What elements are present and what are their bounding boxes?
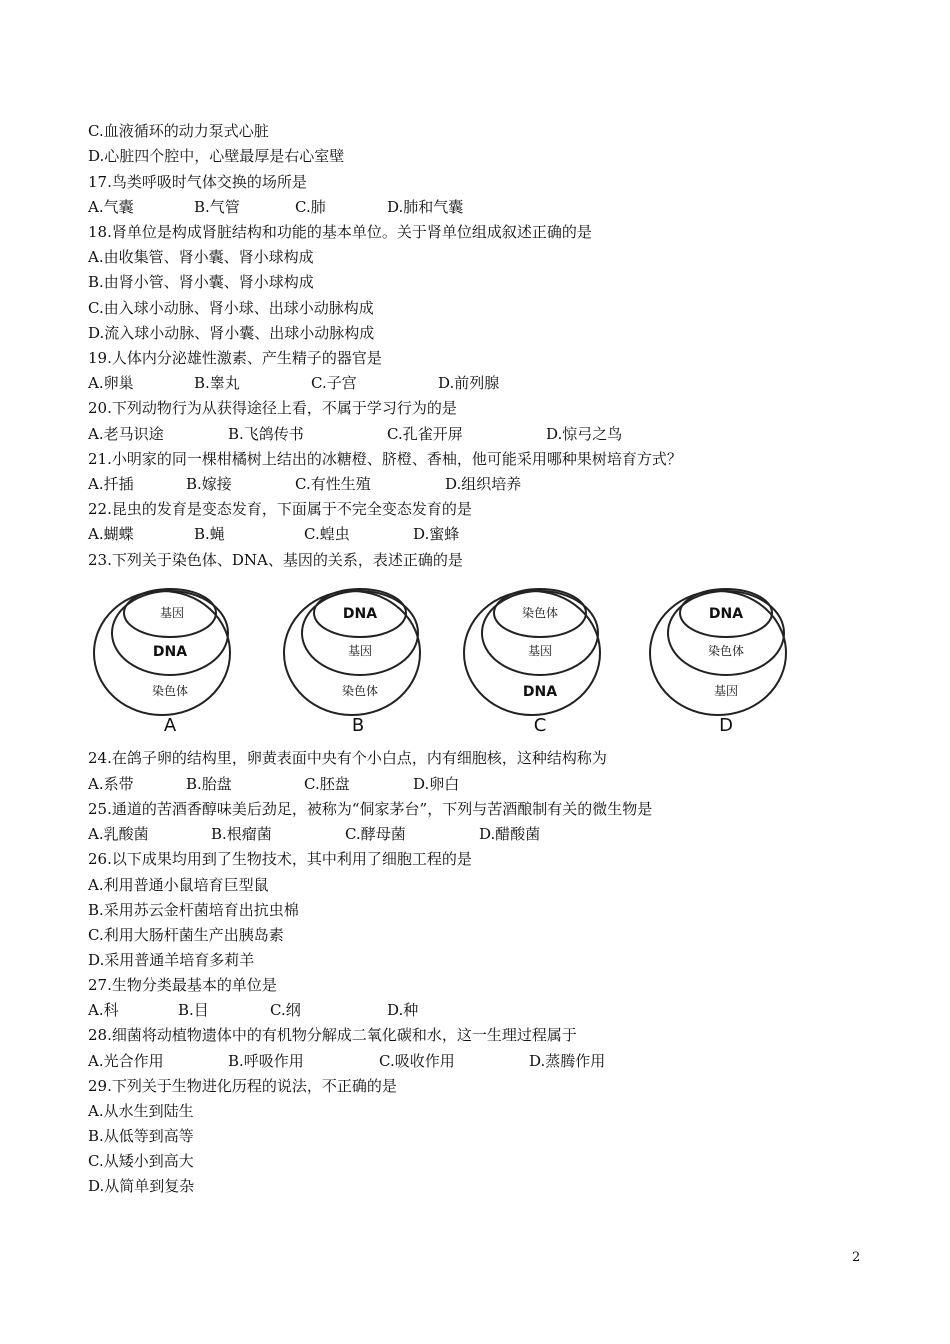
q22-stem: 22.昆虫的发育是变态发育，下面属于不完全变态发育的是 xyxy=(88,500,472,518)
middle-label: DNA xyxy=(152,644,188,660)
option: D.组织培养 xyxy=(445,475,522,493)
chromosome-dna-gene-diagrams xyxy=(88,583,808,743)
option: B.睾丸 xyxy=(194,374,240,392)
option: D.采用普通羊培育多莉羊 xyxy=(88,951,255,969)
option: C.吸收作用 xyxy=(379,1052,455,1070)
inner-label: DNA xyxy=(342,606,378,622)
outer-label: DNA xyxy=(522,684,558,700)
option: A.蝴蝶 xyxy=(88,525,134,543)
option: D.醋酸菌 xyxy=(479,825,541,843)
option: B.胎盘 xyxy=(186,775,232,793)
outer-label: 染色体 xyxy=(341,684,379,698)
q25-stem: 25.通道的苦酒香醇味美后劲足，被称为“侗家茅台”，下列与苦酒酿制有关的微生物是 xyxy=(88,800,653,818)
q17-options xyxy=(88,197,868,217)
option: C.从矮小到高大 xyxy=(88,1152,194,1170)
option: B.蝇 xyxy=(194,525,225,543)
option: C.由入球小动脉、肾小球、出球小动脉构成 xyxy=(88,299,374,317)
option: C.利用大肠杆菌生产出胰岛素 xyxy=(88,926,284,944)
diagram-c xyxy=(464,589,600,736)
middle-circle xyxy=(668,591,784,675)
option: C.蝗虫 xyxy=(304,525,350,543)
q27-stem: 27.生物分类最基本的单位是 xyxy=(88,976,277,994)
option: B.气管 xyxy=(194,198,240,216)
option: B.采用苏云金杆菌培育出抗虫棉 xyxy=(88,901,299,919)
option: D.种 xyxy=(387,1001,419,1019)
option: D.惊弓之鸟 xyxy=(546,425,623,443)
middle-circle xyxy=(302,591,418,675)
option: B.飞鸽传书 xyxy=(228,425,304,443)
middle-label: 基因 xyxy=(347,644,373,658)
option: D.蒸腾作用 xyxy=(529,1052,606,1070)
option: C.孔雀开屏 xyxy=(387,425,463,443)
q21-stem: 21.小明家的同一棵柑橘树上结出的冰糖橙、脐橙、香柚，他可能采用哪种果树培育方式？ xyxy=(88,450,682,468)
q24-stem: 24.在鸽子卵的结构里，卵黄表面中央有个小白点，内有细胞核，这种结构称为 xyxy=(88,749,607,767)
diagram-letter: D xyxy=(719,715,733,736)
option: A.光合作用 xyxy=(88,1052,164,1070)
option: D.从简单到复杂 xyxy=(88,1177,195,1195)
option: C.纲 xyxy=(270,1001,301,1019)
q27-options xyxy=(88,1000,868,1020)
option: C.肺 xyxy=(295,198,326,216)
option: A.科 xyxy=(88,1001,119,1019)
inner-label: 基因 xyxy=(159,606,185,620)
option: B.呼吸作用 xyxy=(228,1052,304,1070)
q16-option-c: C.血液循环的动力泵式心脏 xyxy=(88,122,269,140)
q25-options xyxy=(88,824,868,844)
diagram-d xyxy=(650,589,786,736)
option: B.根瘤菌 xyxy=(211,825,272,843)
option: B.目 xyxy=(178,1001,209,1019)
page-number: 2 xyxy=(852,1250,861,1265)
option: A.乳酸菌 xyxy=(88,825,149,843)
q18-stem: 18.肾单位是构成肾脏结构和功能的基本单位。关于肾单位组成叙述正确的是 xyxy=(88,223,592,241)
q17-stem: 17.鸟类呼吸时气体交换的场所是 xyxy=(88,173,307,191)
q21-options xyxy=(88,474,868,494)
outer-label: 染色体 xyxy=(151,684,189,698)
option: A.老马识途 xyxy=(88,425,164,443)
diagram-letter: A xyxy=(163,715,177,736)
option: A.系带 xyxy=(88,775,134,793)
option: B.由肾小管、肾小囊、肾小球构成 xyxy=(88,273,314,291)
diagram-b xyxy=(284,589,420,736)
q20-stem: 20.下列动物行为从获得途径上看，不属于学习行为的是 xyxy=(88,399,457,417)
q28-options xyxy=(88,1051,868,1071)
q29-stem: 29.下列关于生物进化历程的说法，不正确的是 xyxy=(88,1077,397,1095)
q16-option-d: D.心脏四个腔中，心壁最厚是右心室壁 xyxy=(88,147,345,165)
option: C.子宫 xyxy=(311,374,357,392)
option: D.前列腺 xyxy=(438,374,500,392)
inner-label: 染色体 xyxy=(521,606,559,620)
option: D.流入球小动脉、肾小囊、出球小动脉构成 xyxy=(88,324,375,342)
middle-label: 染色体 xyxy=(707,644,745,658)
diagram-letter: C xyxy=(533,715,547,736)
q22-options xyxy=(88,524,868,544)
option: B.嫁接 xyxy=(186,475,232,493)
outer-label: 基因 xyxy=(713,684,739,698)
option: A.扦插 xyxy=(88,475,134,493)
option: A.气囊 xyxy=(88,198,134,216)
q26-stem: 26.以下成果均用到了生物技术，其中利用了细胞工程的是 xyxy=(88,850,472,868)
option: B.从低等到高等 xyxy=(88,1127,194,1145)
option: A.由收集管、肾小囊、肾小球构成 xyxy=(88,248,314,266)
option: D.蜜蜂 xyxy=(413,525,460,543)
q20-options xyxy=(88,424,868,444)
option: D.卵白 xyxy=(413,775,460,793)
middle-circle xyxy=(112,591,228,675)
q24-options xyxy=(88,774,868,794)
option: A.卵巢 xyxy=(88,374,134,392)
middle-circle xyxy=(482,591,598,675)
q28-stem: 28.细菌将动植物遗体中的有机物分解成二氧化碳和水，这一生理过程属于 xyxy=(88,1026,577,1044)
option: A.利用普通小鼠培育巨型鼠 xyxy=(88,876,269,894)
option: C.酵母菌 xyxy=(345,825,406,843)
q19-stem: 19.人体内分泌雄性激素、产生精子的器官是 xyxy=(88,349,382,367)
diagram-a xyxy=(94,589,230,736)
option: A.从水生到陆生 xyxy=(88,1102,194,1120)
diagram-letter: B xyxy=(351,715,365,736)
option: D.肺和气囊 xyxy=(387,198,464,216)
option: C.胚盘 xyxy=(304,775,350,793)
q23-stem: 23.下列关于染色体、DNA、基因的关系，表述正确的是 xyxy=(88,551,463,569)
option: C.有性生殖 xyxy=(295,475,371,493)
inner-label: DNA xyxy=(708,606,744,622)
middle-label: 基因 xyxy=(527,644,553,658)
q19-options xyxy=(88,373,868,393)
